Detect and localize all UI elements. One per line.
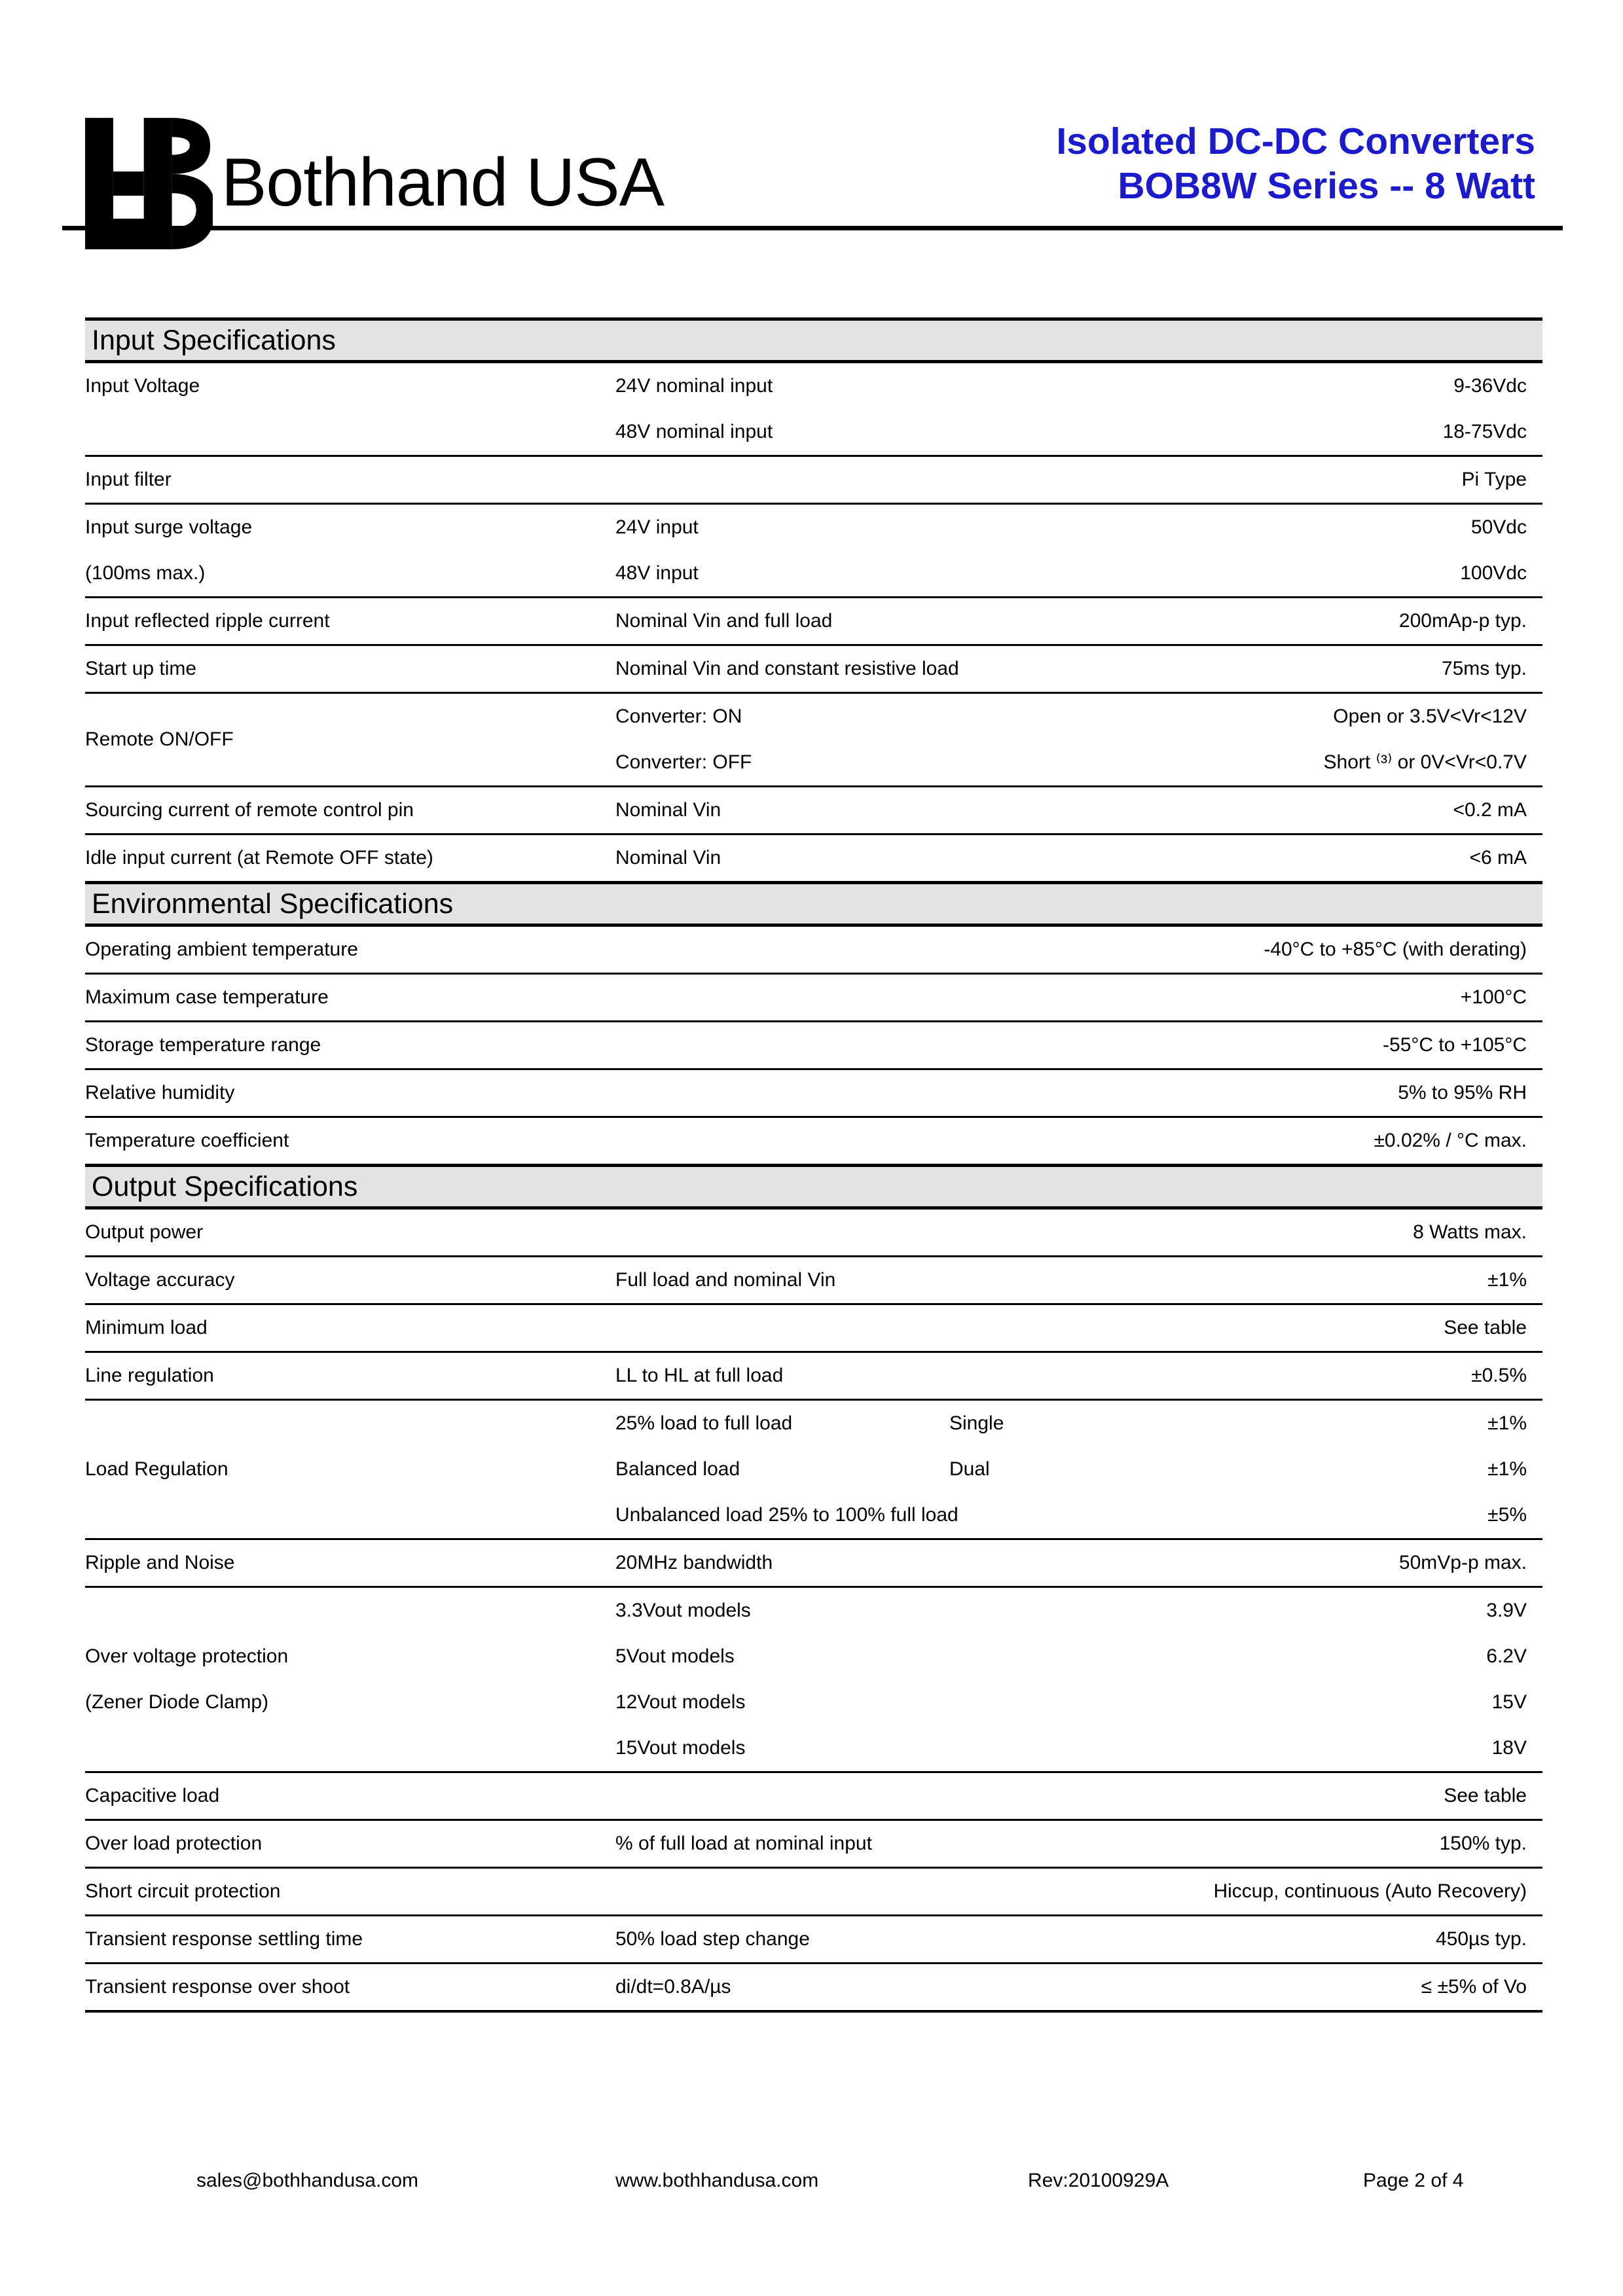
spec-row — [85, 1303, 1542, 1351]
row-label-column — [85, 975, 615, 1020]
spec-line — [615, 1634, 1542, 1679]
spec-row — [85, 833, 1542, 881]
section-header: Environmental Specifications — [85, 881, 1542, 927]
spec-row — [85, 927, 1542, 973]
spec-line — [615, 1257, 1542, 1303]
row-lines-column — [615, 1588, 1542, 1771]
spec-line — [615, 1446, 1542, 1492]
row-lines-column — [615, 1070, 1542, 1116]
row-condition: Nominal Vin — [615, 847, 721, 869]
row-value: ±0.5% — [1471, 1365, 1527, 1386]
spec-row — [85, 1020, 1542, 1068]
row-label-column — [85, 457, 615, 503]
row-lines-column — [615, 1964, 1542, 2010]
footer-revision: Rev:20100929A — [1028, 2170, 1169, 2191]
row-condition: 24V nominal input — [615, 375, 773, 397]
spec-row — [85, 1068, 1542, 1116]
row-value: See table — [1444, 1317, 1527, 1338]
row-value: Hiccup, continuous (Auto Recovery) — [1213, 1880, 1527, 1902]
row-value: 9-36Vdc — [1453, 375, 1527, 397]
row-value: 150% typ. — [1439, 1833, 1527, 1854]
row-mode: Single — [949, 1412, 1004, 1434]
row-condition: Balanced load — [615, 1458, 740, 1480]
spec-line — [615, 787, 1542, 833]
spec-row — [85, 503, 1542, 596]
row-value: 3.9V — [1486, 1600, 1527, 1621]
page-footer — [0, 2170, 1623, 2196]
document-title-line2: BOB8W Series -- 8 Watt — [1118, 165, 1535, 207]
row-label: Over voltage protection — [85, 1645, 289, 1667]
row-value: ±1% — [1487, 1412, 1527, 1434]
row-label-column — [85, 927, 615, 973]
spec-row — [85, 1116, 1542, 1164]
row-label-column — [85, 1773, 615, 1819]
spec-line — [615, 1022, 1542, 1068]
row-label-column — [85, 1869, 615, 1914]
row-value: -55°C to +105°C — [1383, 1034, 1527, 1056]
row-label: Short circuit protection — [85, 1880, 281, 1902]
row-label: Transient response settling time — [85, 1928, 363, 1950]
spec-line — [615, 740, 1542, 785]
spec-row — [85, 1210, 1542, 1255]
row-value: 100Vdc — [1460, 562, 1527, 584]
row-label: (Zener Diode Clamp) — [85, 1691, 269, 1713]
row-label: Start up time — [85, 658, 197, 679]
row-label: Input filter — [85, 469, 172, 490]
row-condition: % of full load at nominal input — [615, 1833, 872, 1854]
row-label: Relative humidity — [85, 1082, 235, 1103]
spec-table — [85, 317, 1542, 2013]
row-label-column — [85, 1588, 615, 1771]
row-value: ≤ ±5% of Vo — [1421, 1976, 1527, 1998]
row-label: Ripple and Noise — [85, 1552, 235, 1573]
row-condition: LL to HL at full load — [615, 1365, 784, 1386]
row-lines-column — [615, 1022, 1542, 1068]
row-label-column — [85, 1401, 615, 1538]
row-label: Transient response over shoot — [85, 1976, 350, 1998]
header-divider — [62, 226, 1563, 230]
row-value: 18-75Vdc — [1442, 421, 1527, 442]
row-value: +100°C — [1460, 986, 1527, 1008]
row-value: ±5% — [1487, 1504, 1527, 1526]
row-label-column — [85, 1070, 615, 1116]
row-label-column — [85, 835, 615, 881]
row-condition: 48V input — [615, 562, 699, 584]
row-condition: Converter: OFF — [615, 751, 752, 773]
row-lines-column — [615, 1869, 1542, 1914]
row-value: 200mAp-p typ. — [1398, 610, 1527, 632]
row-label-column — [85, 1964, 615, 2010]
row-lines-column — [615, 505, 1542, 596]
row-value: -40°C to +85°C (with derating) — [1264, 939, 1527, 960]
document-title-line1: Isolated DC-DC Converters — [1056, 120, 1535, 162]
row-value: ±1% — [1487, 1458, 1527, 1480]
spec-line — [615, 1540, 1542, 1586]
spec-line — [615, 457, 1542, 503]
spec-line — [615, 550, 1542, 596]
row-condition: Full load and nominal Vin — [615, 1269, 836, 1291]
row-lines-column — [615, 694, 1542, 785]
row-lines-column — [615, 598, 1542, 644]
spec-line — [615, 646, 1542, 692]
row-lines-column — [615, 1353, 1542, 1399]
spec-line — [615, 409, 1542, 455]
spec-row — [85, 1771, 1542, 1819]
row-lines-column — [615, 1210, 1542, 1255]
row-label-column — [85, 1821, 615, 1867]
row-condition: 20MHz bandwidth — [615, 1552, 773, 1573]
spec-row — [85, 363, 1542, 455]
row-label: Over load protection — [85, 1833, 263, 1854]
row-label: Minimum load — [85, 1317, 208, 1338]
row-value: 6.2V — [1486, 1645, 1527, 1667]
spec-row — [85, 596, 1542, 644]
spec-line — [615, 1821, 1542, 1867]
row-lines-column — [615, 835, 1542, 881]
footer-website: www.bothhandusa.com — [615, 2170, 819, 2191]
spec-row — [85, 644, 1542, 692]
row-value: 18V — [1491, 1737, 1527, 1759]
row-label-column — [85, 1210, 615, 1255]
spec-row — [85, 692, 1542, 785]
row-lines-column — [615, 1821, 1542, 1867]
row-label: Maximum case temperature — [85, 986, 329, 1008]
row-label-column — [85, 1305, 615, 1351]
row-label-column — [85, 787, 615, 833]
footer-page-number: Page 2 of 4 — [1363, 2170, 1464, 2191]
row-condition: 24V input — [615, 516, 699, 538]
row-value: 450µs typ. — [1435, 1928, 1527, 1950]
row-value: <0.2 mA — [1453, 799, 1527, 821]
row-label: Capacitive load — [85, 1785, 220, 1806]
row-label-column — [85, 1118, 615, 1164]
spec-line — [615, 1679, 1542, 1725]
row-value: Pi Type — [1461, 469, 1527, 490]
spec-line — [615, 1773, 1542, 1819]
row-value: 75ms typ. — [1441, 658, 1527, 679]
spec-line — [615, 927, 1542, 973]
row-condition: 3.3Vout models — [615, 1600, 751, 1621]
row-label-column — [85, 1540, 615, 1586]
row-label-column — [85, 1916, 615, 1962]
spec-row — [85, 1819, 1542, 1867]
row-label: Input surge voltage — [85, 516, 253, 538]
spec-line — [615, 1916, 1542, 1962]
row-condition: 50% load step change — [615, 1928, 810, 1950]
spec-row — [85, 1962, 1542, 2010]
spec-line — [615, 1869, 1542, 1914]
spec-row — [85, 1351, 1542, 1399]
row-lines-column — [615, 927, 1542, 973]
row-lines-column — [615, 1401, 1542, 1538]
row-label: Remote ON/OFF — [85, 728, 234, 750]
row-lines-column — [615, 975, 1542, 1020]
row-label: (100ms max.) — [85, 562, 206, 584]
row-label-column — [85, 694, 615, 785]
row-label: Input reflected ripple current — [85, 610, 330, 632]
spec-row — [85, 1538, 1542, 1586]
spec-line — [615, 1070, 1542, 1116]
row-label: Input Voltage — [85, 375, 200, 397]
row-label: Storage temperature range — [85, 1034, 321, 1056]
row-lines-column — [615, 1916, 1542, 1962]
spec-line — [615, 1210, 1542, 1255]
footer-email: sales@bothhandusa.com — [196, 2170, 418, 2191]
row-condition: Nominal Vin — [615, 799, 721, 821]
row-label: Operating ambient temperature — [85, 939, 358, 960]
row-value: 8 Watts max. — [1413, 1221, 1527, 1243]
row-condition: 48V nominal input — [615, 421, 773, 442]
row-lines-column — [615, 1257, 1542, 1303]
row-mode: Dual — [949, 1458, 990, 1480]
spec-line — [615, 505, 1542, 550]
row-value: 15V — [1491, 1691, 1527, 1713]
row-label-column — [85, 1257, 615, 1303]
row-label: Idle input current (at Remote OFF state) — [85, 847, 433, 869]
row-value: Open or 3.5V<Vr<12V — [1333, 706, 1527, 727]
spec-line — [615, 1492, 1542, 1538]
spec-line — [615, 1118, 1542, 1164]
row-label-column — [85, 363, 615, 455]
section-header: Output Specifications — [85, 1164, 1542, 1210]
spec-row — [85, 1586, 1542, 1771]
row-value: <6 mA — [1469, 847, 1527, 869]
spec-row — [85, 455, 1542, 503]
row-label: Line regulation — [85, 1365, 214, 1386]
spec-line — [615, 1588, 1542, 1634]
spec-line — [615, 1964, 1542, 2010]
row-condition: 5Vout models — [615, 1645, 735, 1667]
spec-row — [85, 973, 1542, 1020]
spec-line — [615, 363, 1542, 409]
spec-row — [85, 785, 1542, 833]
spec-line — [615, 694, 1542, 740]
spec-line — [615, 1401, 1542, 1446]
row-label-column — [85, 505, 615, 596]
row-label: Voltage accuracy — [85, 1269, 235, 1291]
row-value: ±1% — [1487, 1269, 1527, 1291]
row-label: Output power — [85, 1221, 204, 1243]
spec-line — [615, 975, 1542, 1020]
row-value: 5% to 95% RH — [1398, 1082, 1527, 1103]
row-condition: Nominal Vin and full load — [615, 610, 833, 632]
spec-row — [85, 1399, 1542, 1538]
row-condition: Converter: ON — [615, 706, 742, 727]
row-lines-column — [615, 363, 1542, 455]
spec-line — [615, 1725, 1542, 1771]
spec-line — [615, 1353, 1542, 1399]
row-label-column — [85, 646, 615, 692]
row-lines-column — [615, 1305, 1542, 1351]
spec-row — [85, 1867, 1542, 1914]
row-value: 50Vdc — [1470, 516, 1527, 538]
section-header: Input Specifications — [85, 317, 1542, 363]
row-label: Load Regulation — [85, 1458, 228, 1480]
row-lines-column — [615, 457, 1542, 503]
row-lines-column — [615, 646, 1542, 692]
row-label: Temperature coefficient — [85, 1130, 289, 1151]
row-lines-column — [615, 1773, 1542, 1819]
row-value: 50mVp-p max. — [1398, 1552, 1527, 1573]
row-label: Sourcing current of remote control pin — [85, 799, 414, 821]
spec-line — [615, 1305, 1542, 1351]
company-name: Bothhand USA — [221, 145, 665, 221]
row-condition: Nominal Vin and constant resistive load — [615, 658, 959, 679]
row-label-column — [85, 598, 615, 644]
row-condition: 12Vout models — [615, 1691, 746, 1713]
document-title — [750, 119, 1535, 208]
row-label-column — [85, 1353, 615, 1399]
spec-line — [615, 835, 1542, 881]
row-condition: di/dt=0.8A/µs — [615, 1976, 731, 1998]
row-condition: 15Vout models — [615, 1737, 746, 1759]
spec-row — [85, 1914, 1542, 1962]
row-condition: 25% load to full load — [615, 1412, 793, 1434]
spec-row — [85, 1255, 1542, 1303]
row-value: ±0.02% / °C max. — [1374, 1130, 1527, 1151]
row-value: See table — [1444, 1785, 1527, 1806]
row-label-column — [85, 1022, 615, 1068]
row-value: Short ⁽³⁾ or 0V<Vr<0.7V — [1323, 751, 1527, 773]
spec-line — [615, 598, 1542, 644]
row-condition: Unbalanced load 25% to 100% full load — [615, 1504, 958, 1526]
row-lines-column — [615, 1118, 1542, 1164]
company-logo — [85, 110, 213, 257]
row-lines-column — [615, 787, 1542, 833]
row-lines-column — [615, 1540, 1542, 1586]
